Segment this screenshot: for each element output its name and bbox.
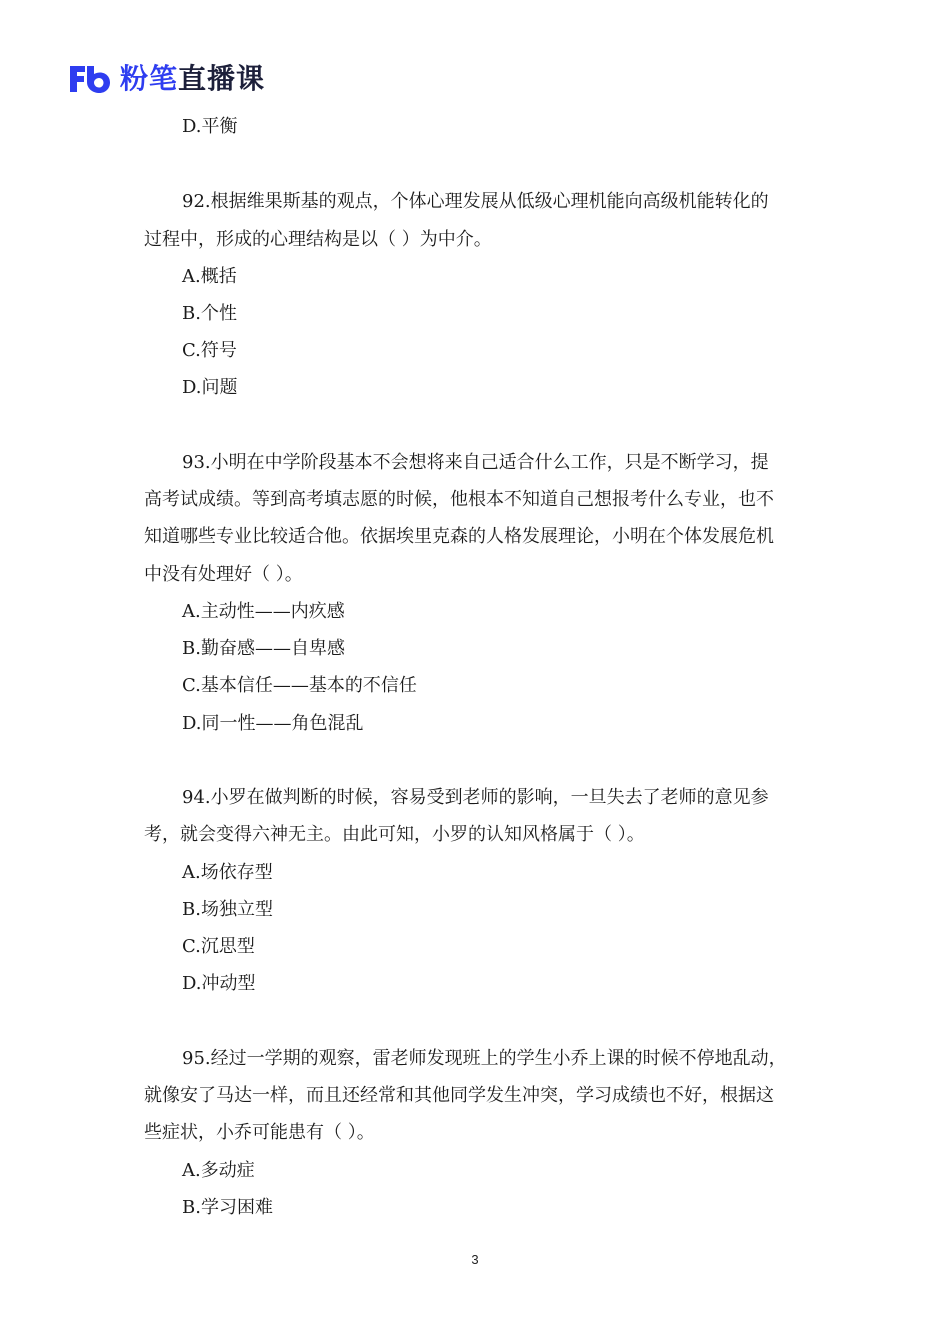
question-93-option-b: B.勤奋感——自卑感 — [182, 638, 345, 659]
question-93-line-1: 93.小明在中学阶段基本不会想将来自己适合什么工作，只是不断学习，提 — [182, 452, 769, 473]
question-93-line-4: 中没有处理好（ ）。 — [144, 564, 303, 585]
question-93-option-c: C.基本信任——基本的不信任 — [182, 675, 417, 696]
question-95-line-3: 些症状，小乔可能患有（ ）。 — [144, 1122, 375, 1143]
question-94-line-1: 94.小罗在做判断的时候，容易受到老师的影响，一旦失去了老师的意见参 — [182, 787, 769, 808]
question-92-option-a: A.概括 — [182, 266, 237, 287]
question-95-line-1: 95.经过一学期的观察，雷老师发现班上的学生小乔上课的时候不停地乱动， — [182, 1048, 787, 1069]
question-94-option-c: C.沉思型 — [182, 936, 255, 957]
question-94-option-a: A.场依存型 — [182, 862, 273, 883]
question-92-option-d: D.问题 — [182, 377, 238, 398]
question-93-line-3: 知道哪些专业比较适合他。依据埃里克森的人格发展理论，小明在个体发展危机 — [144, 526, 774, 547]
question-93-line-2: 高考试成绩。等到高考填志愿的时候，他根本不知道自己想报考什么专业，也不 — [144, 489, 774, 510]
fenbi-logo-icon — [68, 64, 112, 94]
question-92-line-1: 92.根据维果斯基的观点，个体心理发展从低级心理机能向高级机能转化的 — [182, 191, 769, 212]
option-line: D.平衡 — [182, 116, 238, 137]
question-94-line-2: 考，就会变得六神无主。由此可知，小罗的认知风格属于（ ）。 — [144, 824, 645, 845]
question-92-option-b: B.个性 — [182, 303, 237, 324]
question-93-option-d: D.同一性——角色混乱 — [182, 713, 364, 734]
page-number: 3 — [471, 1252, 479, 1267]
logo-brand: 粉笔 — [120, 62, 179, 95]
question-95-option-a: A.多动症 — [182, 1160, 255, 1181]
question-93-option-a: A.主动性——内疚感 — [182, 601, 345, 622]
question-92-line-2: 过程中，形成的心理结构是以（ ）为中介。 — [144, 229, 492, 250]
question-94-option-d: D.冲动型 — [182, 973, 256, 994]
logo-suffix: 直播课 — [178, 62, 266, 95]
question-95-line-2: 就像安了马达一样，而且还经常和其他同学发生冲突，学习成绩也不好，根据这 — [144, 1085, 774, 1106]
question-92-option-c: C.符号 — [182, 340, 237, 361]
header-logo — [68, 62, 265, 96]
logo-text — [120, 62, 265, 96]
question-95-option-b: B.学习困难 — [182, 1197, 273, 1218]
question-94-option-b: B.场独立型 — [182, 899, 273, 920]
